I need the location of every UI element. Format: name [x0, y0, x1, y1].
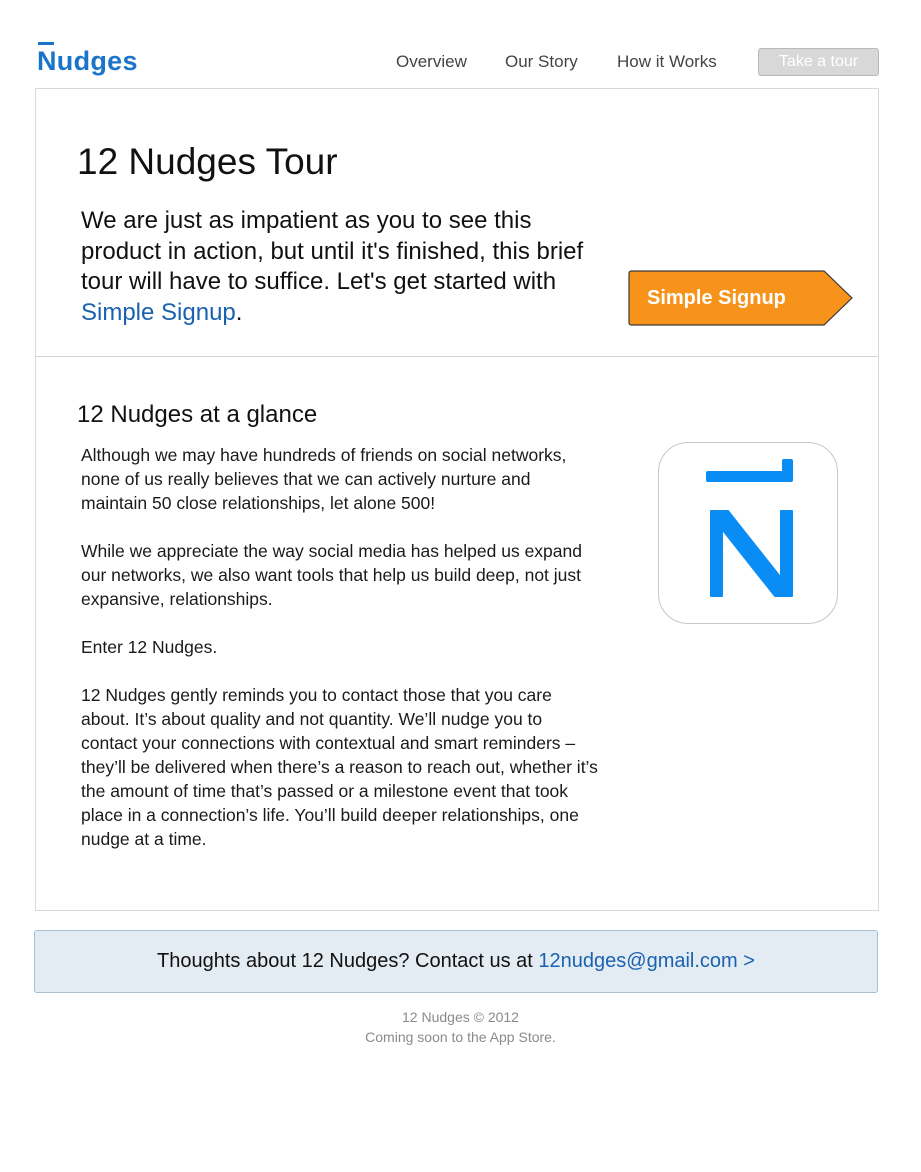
footer-note: Coming soon to the App Store.	[365, 1029, 556, 1045]
intro-body: We are just as impatient as you to see this product in action, but until it's finished, this brief tour will have to suffice. Let's get started with	[81, 207, 584, 295]
email-link[interactable]: 12nudges@gmail.com >	[538, 950, 755, 972]
page-title: 12 Nudges Tour	[77, 141, 338, 182]
site-header	[0, 0, 921, 88]
nudges-logo[interactable]	[37, 40, 137, 82]
contact-label: Thoughts about 12 Nudges? Contact us at	[157, 950, 539, 972]
contact-bar	[34, 930, 878, 993]
nav-our-story[interactable]: Our Story	[505, 52, 578, 71]
intro-text	[81, 206, 601, 328]
twelve-n-icon	[659, 443, 839, 625]
paragraph-1: Although we may have hundreds of friends on social networks, none of us really believes that we can actively nurture and maintain 50 close relationships, let alone 500!	[81, 445, 567, 513]
simple-signup-button-label: Simple Signup	[647, 287, 786, 309]
nav-how-it-works[interactable]: How it Works	[617, 52, 717, 71]
paragraph-3: Enter 12 Nudges.	[81, 637, 218, 657]
simple-signup-link[interactable]: Simple Signup	[81, 298, 236, 326]
logo-text: Nudges	[37, 46, 138, 76]
take-a-tour-button[interactable]: Take a tour	[758, 48, 879, 76]
paragraph-2: While we appreciate the way social media has helped us expand our networks, we also want tools that help us build deep, not just expansive, relationships.	[81, 541, 582, 609]
section-title: 12 Nudges at a glance	[77, 401, 318, 428]
paragraph-4: 12 Nudges gently reminds you to contact those that you care about. It’s about quality and not quantity. We’ll nudge you to contact your connections with contextual and smart reminders – they’ll be delivered when there’s a reason to reach out, whether it’s the amount of time that’s passed or a milestone event that took place in a connection’s life. You’ll build deeper relationships, one nudge at a time.	[81, 685, 598, 849]
intro-end: .	[235, 298, 243, 326]
section-divider	[36, 356, 878, 357]
footer-copyright: 12 Nudges © 2012	[402, 1009, 519, 1025]
simple-signup-button[interactable]	[628, 270, 853, 326]
contact-text	[35, 949, 877, 974]
app-icon	[658, 442, 838, 624]
nav-overview[interactable]: Overview	[396, 52, 467, 71]
